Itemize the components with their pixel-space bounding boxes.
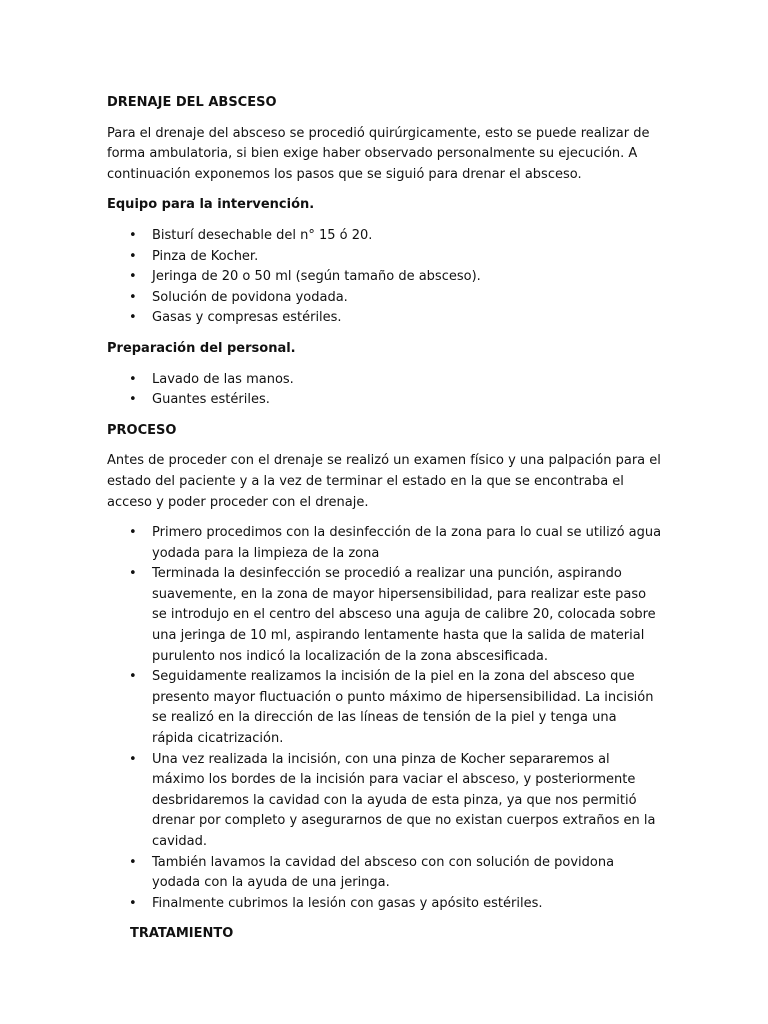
list-item-text: Guantes estériles. [152,392,270,408]
bullet-icon: • [129,854,137,870]
equipo-list [107,226,662,329]
bullet-icon: • [129,751,137,767]
list-item-text: Jeringa de 20 o 50 ml (según tamaño de absceso). [152,269,481,285]
list-item [107,853,662,894]
bullet-icon: • [129,289,137,305]
bullet-icon: • [129,392,137,408]
list-item [107,288,662,309]
bullet-icon: • [129,895,137,911]
list-item [107,667,662,749]
bullet-icon: • [129,310,137,326]
proceso-heading: PROCESO [107,422,177,438]
list-item-text: Lavado de las manos. [152,371,294,387]
bullet-icon: • [129,371,137,387]
list-item-text: Seguidamente realizamos la incisión de la piel en la zona del absceso que presento mayor fluctuación o punto máximo de hipersensibilidad. La incisión se realizó en la dirección de las líneas de tensión de la piel y tenga una rápida cicatrización. [152,669,654,747]
bullet-icon: • [129,525,137,541]
proceso-list [107,523,662,914]
list-item [107,370,662,391]
bullet-icon: • [129,227,137,243]
list-item-text: Bisturí desechable del n° 15 ó 20. [152,227,373,243]
list-item-text: Primero procedimos con la desinfección de la zona para lo cual se utilizó agua yodada para la limpieza de la zona [152,525,662,561]
equipo-heading: Equipo para la intervención. [107,197,315,213]
list-item [107,267,662,288]
list-item [107,308,662,329]
list-item-text: Terminada la desinfección se procedió a realizar una punción, aspirando suavemente, en la zona de mayor hipersensibilidad, para realizar este paso se introdujo en el centro del absceso una aguja de calibre 20, colocada sobre una jeringa de 10 ml, aspirando lentamente hasta que la salida de material purulento nos indicó la localización de la zona abscesificada. [152,566,656,664]
bullet-icon: • [129,248,137,264]
bullet-icon: • [129,669,137,685]
list-item [107,390,662,411]
list-item-text: Una vez realizada la incisión, con una pinza de Kocher separaremos al máximo los bordes de la incisión para vaciar el absceso, y posteriormente desbridaremos la cavidad con la ayuda de esta pinza, ya que nos permitió drenar por completo y asegurarnos de que no existan cuerpos extraños en la cavidad. [152,751,656,849]
list-item [107,247,662,268]
list-item-text: Solución de povidona yodada. [152,289,348,305]
list-item [107,894,662,915]
document-page [107,93,662,955]
bullet-icon: • [129,566,137,582]
tratamiento-heading: TRATAMIENTO [130,926,234,942]
list-item [107,564,662,667]
list-item [107,523,662,564]
document-title: DRENAJE DEL ABSCESO [107,95,277,110]
list-item [107,226,662,247]
preparacion-list [107,370,662,411]
list-item-text: Finalmente cubrimos la lesión con gasas y apósito estériles. [152,895,543,911]
proceso-intro-paragraph: Antes de proceder con el drenaje se realizó un examen físico y una palpación para el estado del paciente y a la vez de terminar el estado en la que se encontraba el acceso y poder proceder con el drenaje. [107,453,661,510]
preparacion-heading: Preparación del personal. [107,340,296,356]
list-item-text: Gasas y compresas estériles. [152,310,342,326]
bullet-icon: • [129,269,137,285]
list-item-text: También lavamos la cavidad del absceso con con solución de povidona yodada con la ayuda de una jeringa. [152,854,615,891]
intro-paragraph: Para el drenaje del absceso se procedió quirúrgicamente, esto se puede realizar de forma ambulatoria, si bien exige haber observado personalmente su ejecución. A continuación exponemos los pasos que se siguió para drenar el absceso. [107,125,650,182]
list-item-text: Pinza de Kocher. [152,248,259,264]
list-item [107,750,662,853]
